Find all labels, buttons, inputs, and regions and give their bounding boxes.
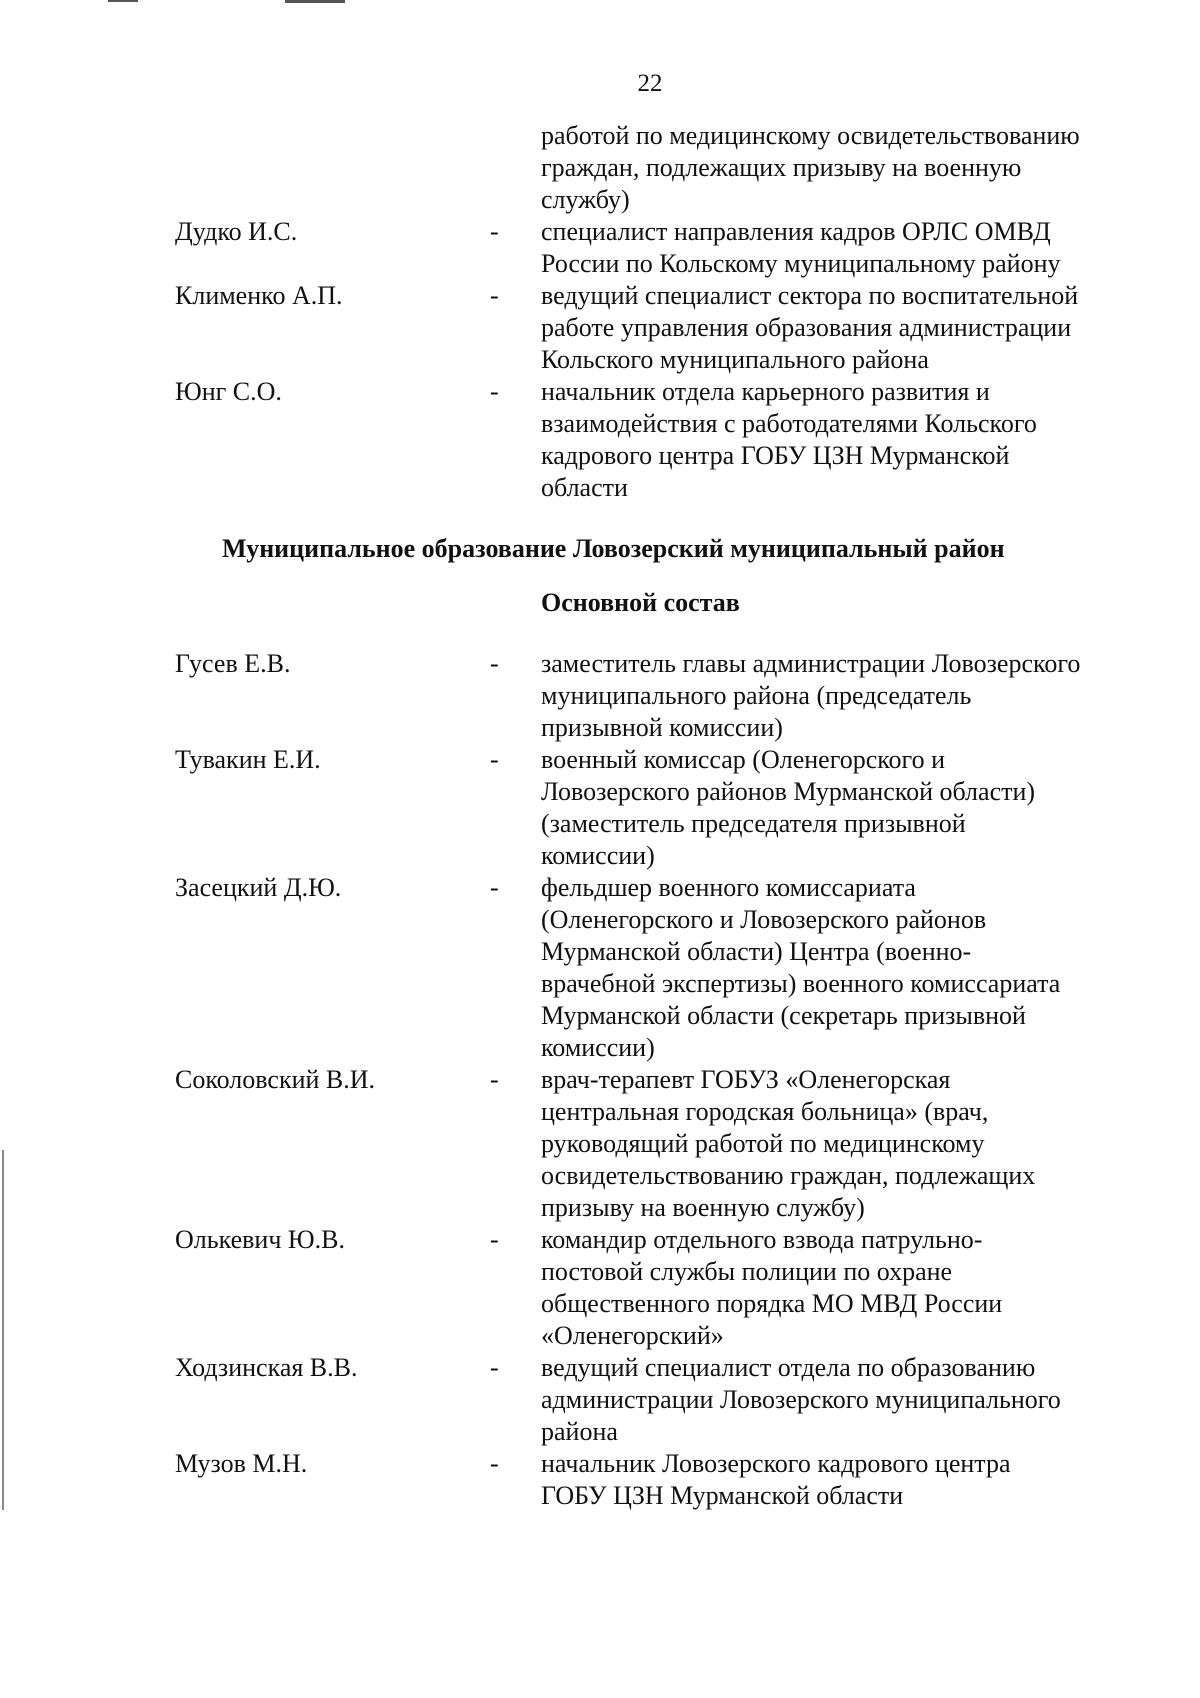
member-row	[0, 1064, 1200, 1224]
position-line: ведущий специалист отдела по образованию	[541, 1353, 1036, 1382]
scan-artifact-top-left	[108, 0, 138, 2]
member-name: Олькевич Ю.В.	[175, 1225, 345, 1254]
description-line: граждан, подлежащих призыву на военную	[541, 153, 1022, 182]
position-line: общественного порядка МО МВД России	[541, 1289, 1003, 1318]
position-line: (Оленегорского и Ловозерского районов	[541, 905, 987, 934]
position-line: врачебной экспертизы) военного комиссариата	[541, 969, 1061, 998]
member-dash: -	[490, 377, 499, 406]
description-line: службу)	[541, 185, 630, 214]
member-row	[0, 216, 1200, 280]
position-line: района	[541, 1417, 618, 1446]
member-position	[541, 744, 1161, 872]
member-dash: -	[490, 281, 499, 310]
position-line: фельдшер военного комиссариата	[541, 873, 916, 902]
position-line: начальник отдела карьерного развития и	[541, 377, 990, 406]
member-name: Тувакин Е.И.	[175, 745, 321, 774]
member-dash: -	[490, 649, 499, 678]
member-position	[541, 280, 1161, 376]
member-name: Музов М.Н.	[175, 1449, 308, 1478]
position-line: постовой службы полиции по охране	[541, 1257, 953, 1286]
position-line: комиссии)	[541, 841, 655, 870]
position-line: ведущий специалист сектора по воспитательной	[541, 281, 1079, 310]
position-line: призыву на военную службу)	[541, 1193, 865, 1222]
continuation-description	[541, 120, 1161, 216]
position-line: кадрового центра ГОБУ ЦЗН Мурманской	[541, 441, 1010, 470]
position-line: призывной комиссии)	[541, 713, 783, 742]
member-name: Клименко А.П.	[175, 281, 343, 310]
member-dash: -	[490, 217, 499, 246]
position-line: администрации Ловозерского муниципального	[541, 1385, 1061, 1414]
member-name: Засецкий Д.Ю.	[175, 873, 342, 902]
position-line: врач-терапевт ГОБУЗ «Оленегорская	[541, 1065, 951, 1094]
member-list-kola	[0, 216, 1200, 504]
member-position	[541, 1064, 1161, 1224]
position-line: Мурманской области (секретарь призывной	[541, 1001, 1026, 1030]
member-row	[0, 1352, 1200, 1448]
position-line: военный комиссар (Оленегорского и	[541, 745, 945, 774]
position-line: муниципального района (председатель	[541, 681, 972, 710]
member-name: Ходзинская В.В.	[175, 1353, 358, 1382]
member-row	[0, 280, 1200, 376]
section-subtitle: Основной состав	[541, 588, 740, 617]
section-title: Муниципальное образование Ловозерский муниципальный район	[222, 534, 1005, 563]
member-position	[541, 1352, 1161, 1448]
member-name: Гусев Е.В.	[175, 649, 291, 678]
member-list-lovozero	[0, 648, 1200, 1512]
position-line: «Оленегорский»	[541, 1321, 724, 1350]
position-line: России по Кольскому муниципальному району	[541, 249, 1061, 278]
position-line: центральная городская больница» (врач,	[541, 1097, 989, 1126]
position-line: ГОБУ ЦЗН Мурманской области	[541, 1481, 904, 1510]
member-row	[0, 872, 1200, 1064]
position-line: освидетельствованию граждан, подлежащих	[541, 1161, 1036, 1190]
position-line: комиссии)	[541, 1033, 655, 1062]
member-row	[0, 744, 1200, 872]
position-line: Кольского муниципального района	[541, 345, 929, 374]
member-row	[0, 648, 1200, 744]
position-line: специалист направления кадров ОРЛС ОМВД	[541, 217, 1051, 246]
position-line: взаимодействия с работодателями Кольского	[541, 409, 1037, 438]
member-name: Соколовский В.И.	[175, 1065, 376, 1094]
member-row	[0, 1224, 1200, 1352]
member-dash: -	[490, 745, 499, 774]
member-name: Дудко И.С.	[175, 217, 298, 246]
position-line: работе управления образования администрации	[541, 313, 1072, 342]
position-line: руководящий работой по медицинскому	[541, 1129, 985, 1158]
member-dash: -	[490, 873, 499, 902]
member-position	[541, 648, 1161, 744]
position-line: заместитель главы администрации Ловозерского	[541, 649, 1081, 678]
member-position	[541, 1448, 1161, 1512]
position-line: начальник Ловозерского кадрового центра	[541, 1449, 1011, 1478]
description-line: работой по медицинскому освидетельствованию	[541, 121, 1080, 150]
member-name: Юнг С.О.	[175, 377, 282, 406]
position-line: Ловозерского районов Мурманской области)	[541, 777, 1036, 806]
member-dash: -	[490, 1065, 499, 1094]
member-dash: -	[490, 1353, 499, 1382]
member-position	[541, 872, 1161, 1064]
member-position	[541, 216, 1161, 280]
position-line: (заместитель председателя призывной	[541, 809, 966, 838]
member-row	[0, 1448, 1200, 1512]
scan-artifact-top-center	[285, 0, 345, 3]
position-line: Мурманской области) Центра (военно-	[541, 937, 972, 966]
member-dash: -	[490, 1449, 499, 1478]
member-position	[541, 376, 1161, 504]
page-number: 22	[637, 70, 663, 97]
position-line: командир отдельного взвода патрульно-	[541, 1225, 983, 1254]
position-line: области	[541, 473, 628, 502]
member-position	[541, 1224, 1161, 1352]
continuation-block	[0, 120, 1200, 216]
member-dash: -	[490, 1225, 499, 1254]
member-row	[0, 376, 1200, 504]
